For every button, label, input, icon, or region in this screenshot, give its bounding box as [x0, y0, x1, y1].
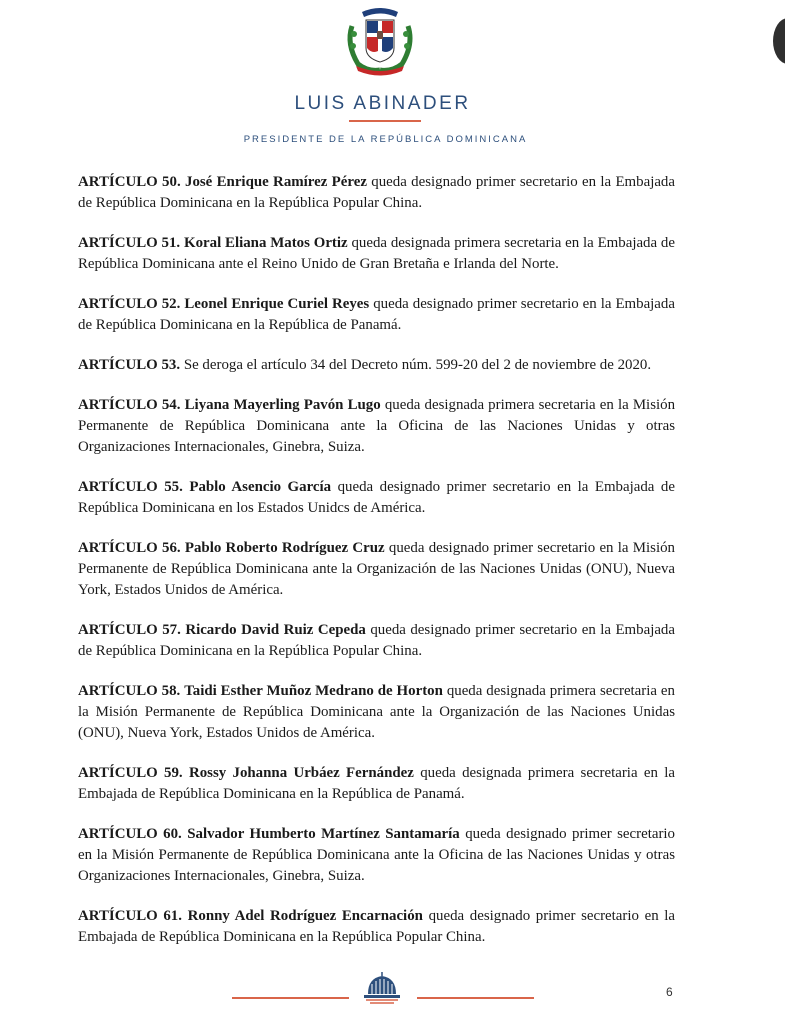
appointee-name: Taidi Esther Muñoz Medrano de Horton [184, 683, 443, 699]
article-paragraph [78, 538, 675, 601]
president-name: LUIS ABINADER [294, 93, 471, 114]
article-text: queda designado primer secretario en la Embajada de República Dominicana en los Estados Unidcs de América. [78, 479, 675, 516]
article-text: queda designado primer secretario en la Embajada de República Dominicana en la República Popular China. [78, 622, 675, 659]
article-text: queda designado primer secretario en la Embajada de República Dominicana en la República de Panamá. [78, 296, 675, 333]
appointee-name: Pablo Asencio García [189, 479, 332, 495]
appointee-name: Pablo Roberto Rodríguez Cruz [184, 540, 385, 556]
article-label: ARTÍCULO 59. [78, 765, 183, 781]
article-label: ARTÍCULO 61. [78, 908, 182, 924]
article-paragraph [78, 906, 675, 948]
appointee-name: Ronny Adel Rodríguez Encarnación [187, 908, 423, 924]
appointee-name: Ricardo David Ruiz Cepeda [185, 622, 366, 638]
president-title: PRESIDENTE DE LA REPÚBLICA DOMINICANA [243, 134, 528, 145]
article-paragraph [78, 681, 675, 744]
article-text: queda designado primer secretario en la Misión Permanente de República Dominicana ante la Oficina de las Naciones Unidas y otras Organizaciones Internacionales, Ginebra, Suiza. [78, 826, 675, 884]
article-text: queda designado primer secretario en la Embajada de República Dominicana en la República Popular China. [78, 908, 676, 945]
article-label: ARTÍCULO 55. [78, 479, 183, 495]
article-paragraph [78, 620, 675, 662]
article-text: queda designado primer secretario en la Misión Permanente de República Dominicana ante la Organización de las Naciones Unidas (ONU), Nueva York, Estados Unidos de América. [78, 540, 675, 598]
article-text: queda designado primer secretario en la Embajada de República Dominicana en la República Popular China. [78, 174, 675, 211]
article-text: queda designada primera secretaria en la Misión Permanente de República Dominicana ante la Organización de las Naciones Unidas (ONU), Nueva York, Estados Unidos de América. [78, 683, 675, 741]
coat-of-arms-icon [342, 4, 418, 76]
appointee-name: Rossy Johanna Urbáez Fernández [188, 765, 414, 781]
article-label: ARTÍCULO 50. [78, 174, 181, 190]
article-paragraph [78, 763, 675, 805]
page-number: 6 [666, 985, 673, 999]
footer-left-line [232, 997, 349, 999]
article-label: ARTÍCULO 60. [78, 826, 182, 842]
articles-list [78, 172, 675, 967]
article-text: Se deroga el artículo 34 del Decreto núm. 599-20 del 2 de noviembre de 2020. [183, 357, 652, 373]
article-label: ARTÍCULO 53. [78, 357, 181, 373]
article-paragraph [78, 824, 675, 887]
national-palace-dome-icon [360, 970, 404, 1006]
article-paragraph [78, 294, 675, 336]
article-paragraph [78, 355, 675, 376]
article-label: ARTÍCULO 56. [78, 540, 181, 556]
article-paragraph [78, 172, 675, 214]
letterhead [0, 0, 785, 160]
appointee-name: Liyana Mayerling Pavón Lugo [184, 397, 381, 413]
appointee-name: Leonel Enrique Curiel Reyes [184, 296, 370, 312]
article-text: queda designada primera secretaria en la Misión Permanente de República Dominicana ante la Oficina de las Naciones Unidas y otras Organizaciones Internacionales, Ginebra, Suiza. [78, 397, 676, 455]
article-label: ARTÍCULO 54. [78, 397, 181, 413]
article-paragraph [78, 477, 675, 519]
footer-right-line [417, 997, 534, 999]
article-text: queda designada primera secretaria en la Embajada de República Dominicana ante el Reino Unido de Gran Bretaña e Irlanda del Norte. [78, 235, 675, 272]
appointee-name: José Enrique Ramírez Pérez [185, 174, 367, 190]
article-label: ARTÍCULO 58. [78, 683, 181, 699]
article-paragraph [78, 395, 675, 458]
article-text: queda designada primera secretaria en la Embajada de República Dominicana en la República de Panamá. [78, 765, 675, 802]
appointee-name: Salvador Humberto Martínez Santamaría [187, 826, 460, 842]
appointee-name: Koral Eliana Matos Ortiz [184, 235, 348, 251]
article-label: ARTÍCULO 57. [78, 622, 181, 638]
article-label: ARTÍCULO 52. [78, 296, 181, 312]
name-underline [349, 120, 421, 122]
article-paragraph [78, 233, 675, 275]
article-label: ARTÍCULO 51. [78, 235, 181, 251]
